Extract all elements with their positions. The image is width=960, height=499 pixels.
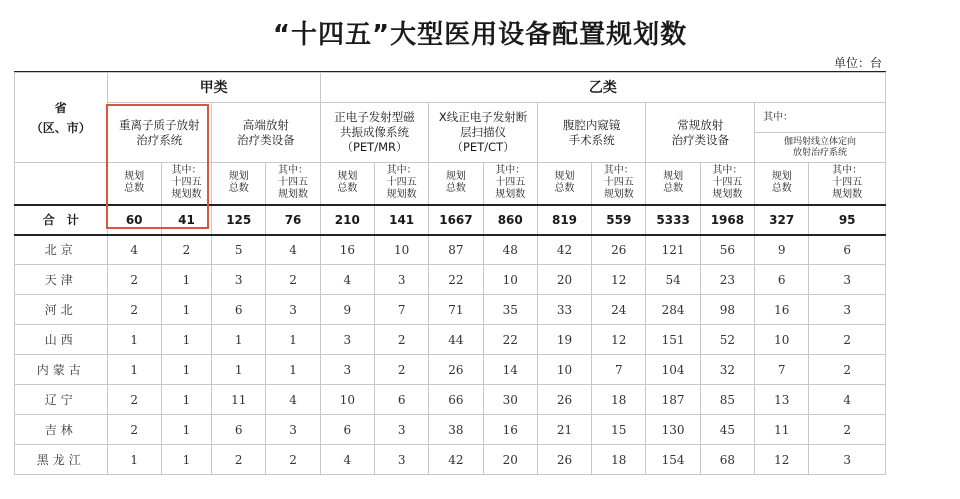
data-cell: 4 bbox=[266, 385, 320, 415]
data-cell: 10 bbox=[483, 265, 537, 295]
data-cell: 20 bbox=[483, 445, 537, 475]
table-row bbox=[15, 385, 886, 415]
plan-total-l1: 规划 bbox=[124, 171, 145, 183]
data-cell: 35 bbox=[483, 295, 537, 325]
data-cell: 26 bbox=[429, 355, 483, 385]
data-cell: 130 bbox=[646, 415, 700, 445]
data-cell: 85 bbox=[700, 385, 754, 415]
category-gamma-line2: 放射治疗系统 bbox=[793, 147, 848, 158]
data-cell: 7 bbox=[755, 355, 809, 385]
data-cell: 1 bbox=[161, 415, 211, 445]
category-conventional-radiotherapy bbox=[646, 103, 755, 163]
data-cell: 6 bbox=[755, 265, 809, 295]
data-cell: 3 bbox=[266, 295, 320, 325]
plan-total-l2: 总数 bbox=[124, 183, 145, 195]
province-cell: 山西 bbox=[15, 325, 108, 355]
of-which-l1: 其中： bbox=[603, 165, 634, 177]
of-which-l2: 十四五 bbox=[386, 177, 417, 189]
table-row bbox=[15, 355, 886, 385]
total-cell: 141 bbox=[374, 205, 428, 235]
data-cell: 18 bbox=[592, 385, 646, 415]
category-pet-mr-line2: 共振成像系统 bbox=[339, 125, 409, 139]
data-cell: 6 bbox=[212, 295, 266, 325]
of-which-l2: 十四五 bbox=[712, 177, 743, 189]
category-pet-ct-line3: （PET/CT） bbox=[451, 140, 515, 154]
data-cell: 15 bbox=[592, 415, 646, 445]
of-which-l3: 规划数 bbox=[495, 189, 526, 201]
data-cell: 1 bbox=[107, 355, 161, 385]
category-gamma-knife bbox=[755, 133, 886, 163]
data-cell: 9 bbox=[320, 295, 374, 325]
sub-header-of-which bbox=[266, 163, 320, 205]
of-which-l3: 规划数 bbox=[712, 189, 743, 201]
data-cell: 26 bbox=[537, 445, 591, 475]
category-high-end-radiotherapy bbox=[212, 103, 321, 163]
category-gamma-line1: 伽玛射线立体定向 bbox=[784, 136, 857, 147]
sub-header-plan-total bbox=[755, 163, 809, 205]
table-row bbox=[15, 445, 886, 475]
data-cell: 4 bbox=[809, 385, 886, 415]
total-cell: 1968 bbox=[700, 205, 754, 235]
data-cell: 4 bbox=[107, 235, 161, 265]
data-cell: 3 bbox=[320, 355, 374, 385]
plan-total-l1: 规划 bbox=[228, 171, 249, 183]
data-cell: 1 bbox=[107, 445, 161, 475]
category-pet-mr bbox=[320, 103, 429, 163]
data-cell: 4 bbox=[320, 445, 374, 475]
total-cell: 327 bbox=[755, 205, 809, 235]
plan-total-l2: 总数 bbox=[445, 183, 466, 195]
of-which-l2: 十四五 bbox=[278, 177, 309, 189]
data-cell: 16 bbox=[483, 415, 537, 445]
data-cell: 154 bbox=[646, 445, 700, 475]
data-cell: 3 bbox=[809, 295, 886, 325]
data-cell: 11 bbox=[212, 385, 266, 415]
data-cell: 20 bbox=[537, 265, 591, 295]
of-which-l1: 其中： bbox=[278, 165, 309, 177]
sub-header-plan-total bbox=[107, 163, 161, 205]
data-cell: 12 bbox=[592, 265, 646, 295]
data-cell: 30 bbox=[483, 385, 537, 415]
sub-header-of-which bbox=[161, 163, 211, 205]
data-cell: 23 bbox=[700, 265, 754, 295]
data-cell: 11 bbox=[755, 415, 809, 445]
category-high-end-line2: 治疗类设备 bbox=[237, 132, 295, 147]
plan-total-l1: 规划 bbox=[663, 171, 684, 183]
table-row bbox=[15, 415, 886, 445]
data-cell: 52 bbox=[700, 325, 754, 355]
category-pet-mr-line3: （PET/MR） bbox=[341, 140, 408, 154]
data-cell: 38 bbox=[429, 415, 483, 445]
sub-header-plan-total bbox=[320, 163, 374, 205]
data-cell: 10 bbox=[755, 325, 809, 355]
data-cell: 66 bbox=[429, 385, 483, 415]
category-conventional-line2: 治疗类设备 bbox=[671, 132, 730, 147]
of-which-l3: 规划数 bbox=[386, 189, 417, 201]
category-heavy-ion-line1: 重离子质子放射 bbox=[119, 117, 200, 132]
plan-total-l1: 规划 bbox=[445, 171, 466, 183]
plan-total-l2: 总数 bbox=[337, 183, 358, 195]
data-cell: 71 bbox=[429, 295, 483, 325]
data-cell: 1 bbox=[161, 355, 211, 385]
category-heavy-ion-line2: 治疗系统 bbox=[136, 132, 183, 147]
province-header-line2: （区、市） bbox=[30, 120, 91, 135]
total-cell: 860 bbox=[483, 205, 537, 235]
data-cell: 45 bbox=[700, 415, 754, 445]
table-row bbox=[15, 325, 886, 355]
data-cell: 1 bbox=[107, 325, 161, 355]
data-cell: 121 bbox=[646, 235, 700, 265]
province-cell: 河北 bbox=[15, 295, 108, 325]
sub-header-of-which bbox=[592, 163, 646, 205]
group-b-header: 乙类 bbox=[320, 73, 885, 103]
table-row bbox=[15, 295, 886, 325]
data-cell: 13 bbox=[755, 385, 809, 415]
sub-header-plan-total bbox=[429, 163, 483, 205]
data-cell: 1 bbox=[212, 355, 266, 385]
category-laparoscopic-line2: 手术系统 bbox=[568, 132, 615, 147]
data-cell: 56 bbox=[700, 235, 754, 265]
total-cell: 41 bbox=[161, 205, 211, 235]
data-cell: 9 bbox=[755, 235, 809, 265]
data-cell: 42 bbox=[429, 445, 483, 475]
data-cell: 24 bbox=[592, 295, 646, 325]
data-cell: 2 bbox=[107, 415, 161, 445]
data-cell: 6 bbox=[809, 235, 886, 265]
data-cell: 187 bbox=[646, 385, 700, 415]
province-cell: 内蒙古 bbox=[15, 355, 108, 385]
data-cell: 4 bbox=[320, 265, 374, 295]
data-cell: 3 bbox=[809, 265, 886, 295]
data-cell: 16 bbox=[320, 235, 374, 265]
plan-total-l1: 规划 bbox=[771, 171, 792, 183]
total-cell: 5333 bbox=[646, 205, 700, 235]
data-cell: 2 bbox=[809, 415, 886, 445]
total-cell: 95 bbox=[809, 205, 886, 235]
of-which-label: 其中： bbox=[755, 103, 886, 133]
data-cell: 1 bbox=[212, 325, 266, 355]
table-row bbox=[15, 235, 886, 265]
data-cell: 6 bbox=[320, 415, 374, 445]
data-cell: 4 bbox=[266, 235, 320, 265]
data-cell: 22 bbox=[429, 265, 483, 295]
total-row bbox=[15, 205, 886, 235]
category-pet-ct-line1: X线正电子发射断 bbox=[438, 110, 528, 124]
page-title: “十四五”大型医用设备配置规划数 bbox=[272, 20, 688, 50]
of-which-l2: 十四五 bbox=[832, 177, 863, 189]
category-pet-ct-line2: 层扫描仪 bbox=[460, 125, 507, 139]
data-cell: 2 bbox=[107, 385, 161, 415]
data-cell: 21 bbox=[537, 415, 591, 445]
category-heavy-ion bbox=[107, 103, 212, 163]
equipment-planning-table bbox=[14, 72, 886, 475]
data-cell: 12 bbox=[592, 325, 646, 355]
data-cell: 68 bbox=[700, 445, 754, 475]
total-cell: 819 bbox=[537, 205, 591, 235]
data-cell: 16 bbox=[755, 295, 809, 325]
data-cell: 26 bbox=[537, 385, 591, 415]
plan-total-l2: 总数 bbox=[663, 183, 684, 195]
category-laparoscopic-line1: 腹腔内窥镜 bbox=[562, 117, 621, 132]
of-which-l1: 其中： bbox=[171, 165, 202, 177]
data-cell: 6 bbox=[374, 385, 428, 415]
data-cell: 48 bbox=[483, 235, 537, 265]
of-which-l2: 十四五 bbox=[495, 177, 526, 189]
category-pet-mr-line1: 正电子发射型磁 bbox=[334, 110, 415, 124]
sub-header-of-which bbox=[374, 163, 428, 205]
data-cell: 2 bbox=[374, 325, 428, 355]
data-cell: 1 bbox=[161, 445, 211, 475]
sub-header-plan-total bbox=[646, 163, 700, 205]
unit-label: 单位：台 bbox=[833, 56, 882, 70]
plan-total-l2: 总数 bbox=[771, 183, 792, 195]
category-laparoscopic bbox=[537, 103, 646, 163]
total-cell: 60 bbox=[107, 205, 161, 235]
plan-total-l2: 总数 bbox=[554, 183, 575, 195]
plan-total-l2: 总数 bbox=[228, 183, 249, 195]
sub-header-plan-total bbox=[537, 163, 591, 205]
province-header bbox=[15, 73, 108, 163]
data-cell: 3 bbox=[809, 445, 886, 475]
data-cell: 44 bbox=[429, 325, 483, 355]
data-cell: 1 bbox=[266, 325, 320, 355]
of-which-l1: 其中： bbox=[832, 165, 863, 177]
data-cell: 1 bbox=[161, 295, 211, 325]
of-which-l3: 规划数 bbox=[171, 189, 202, 201]
category-pet-ct bbox=[429, 103, 538, 163]
data-cell: 2 bbox=[809, 325, 886, 355]
group-a-header: 甲类 bbox=[107, 73, 320, 103]
data-cell: 3 bbox=[374, 445, 428, 475]
total-cell: 559 bbox=[592, 205, 646, 235]
data-cell: 3 bbox=[374, 265, 428, 295]
data-cell: 7 bbox=[592, 355, 646, 385]
data-cell: 2 bbox=[212, 445, 266, 475]
data-cell: 3 bbox=[374, 415, 428, 445]
total-cell: 1667 bbox=[429, 205, 483, 235]
data-cell: 2 bbox=[161, 235, 211, 265]
data-cell: 14 bbox=[483, 355, 537, 385]
total-cell: 125 bbox=[212, 205, 266, 235]
of-which-l1: 其中： bbox=[495, 165, 526, 177]
table-row bbox=[15, 265, 886, 295]
data-cell: 42 bbox=[537, 235, 591, 265]
province-cell: 北京 bbox=[15, 235, 108, 265]
data-cell: 10 bbox=[537, 355, 591, 385]
data-cell: 3 bbox=[266, 415, 320, 445]
data-cell: 18 bbox=[592, 445, 646, 475]
data-cell: 12 bbox=[755, 445, 809, 475]
of-which-l1: 其中： bbox=[386, 165, 417, 177]
plan-total-l1: 规划 bbox=[554, 171, 575, 183]
data-cell: 2 bbox=[809, 355, 886, 385]
data-cell: 3 bbox=[320, 325, 374, 355]
of-which-l3: 规划数 bbox=[603, 189, 634, 201]
province-header-line1: 省 bbox=[54, 100, 67, 115]
data-cell: 6 bbox=[212, 415, 266, 445]
data-cell: 87 bbox=[429, 235, 483, 265]
plan-total-l1: 规划 bbox=[337, 171, 358, 183]
total-cell: 210 bbox=[320, 205, 374, 235]
data-cell: 54 bbox=[646, 265, 700, 295]
data-cell: 2 bbox=[107, 295, 161, 325]
category-high-end-line1: 高端放射 bbox=[242, 117, 289, 132]
total-label: 合 计 bbox=[15, 205, 108, 235]
of-which-l3: 规划数 bbox=[832, 189, 863, 201]
sub-header-plan-total bbox=[212, 163, 266, 205]
province-cell: 天津 bbox=[15, 265, 108, 295]
data-cell: 1 bbox=[161, 385, 211, 415]
of-which-l2: 十四五 bbox=[171, 177, 202, 189]
province-cell: 黑龙江 bbox=[15, 445, 108, 475]
of-which-l3: 规划数 bbox=[278, 189, 309, 201]
data-cell: 3 bbox=[212, 265, 266, 295]
category-conventional-line1: 常规放射 bbox=[677, 117, 724, 132]
of-which-l1: 其中： bbox=[712, 165, 743, 177]
sub-header-of-which bbox=[809, 163, 886, 205]
data-cell: 1 bbox=[266, 355, 320, 385]
sub-header-blank bbox=[15, 163, 108, 205]
data-cell: 1 bbox=[161, 265, 211, 295]
of-which-l2: 十四五 bbox=[603, 177, 634, 189]
data-cell: 284 bbox=[646, 295, 700, 325]
data-cell: 2 bbox=[266, 445, 320, 475]
data-cell: 10 bbox=[320, 385, 374, 415]
data-cell: 7 bbox=[374, 295, 428, 325]
data-cell: 98 bbox=[700, 295, 754, 325]
sub-header-of-which bbox=[483, 163, 537, 205]
data-cell: 22 bbox=[483, 325, 537, 355]
total-cell: 76 bbox=[266, 205, 320, 235]
data-cell: 104 bbox=[646, 355, 700, 385]
sub-header-of-which bbox=[700, 163, 754, 205]
data-cell: 151 bbox=[646, 325, 700, 355]
data-cell: 26 bbox=[592, 235, 646, 265]
data-cell: 2 bbox=[107, 265, 161, 295]
data-cell: 5 bbox=[212, 235, 266, 265]
province-cell: 吉林 bbox=[15, 415, 108, 445]
data-cell: 1 bbox=[161, 325, 211, 355]
province-cell: 辽宁 bbox=[15, 385, 108, 415]
data-cell: 19 bbox=[537, 325, 591, 355]
data-cell: 2 bbox=[266, 265, 320, 295]
data-cell: 33 bbox=[537, 295, 591, 325]
data-cell: 2 bbox=[374, 355, 428, 385]
data-cell: 10 bbox=[374, 235, 428, 265]
data-cell: 32 bbox=[700, 355, 754, 385]
